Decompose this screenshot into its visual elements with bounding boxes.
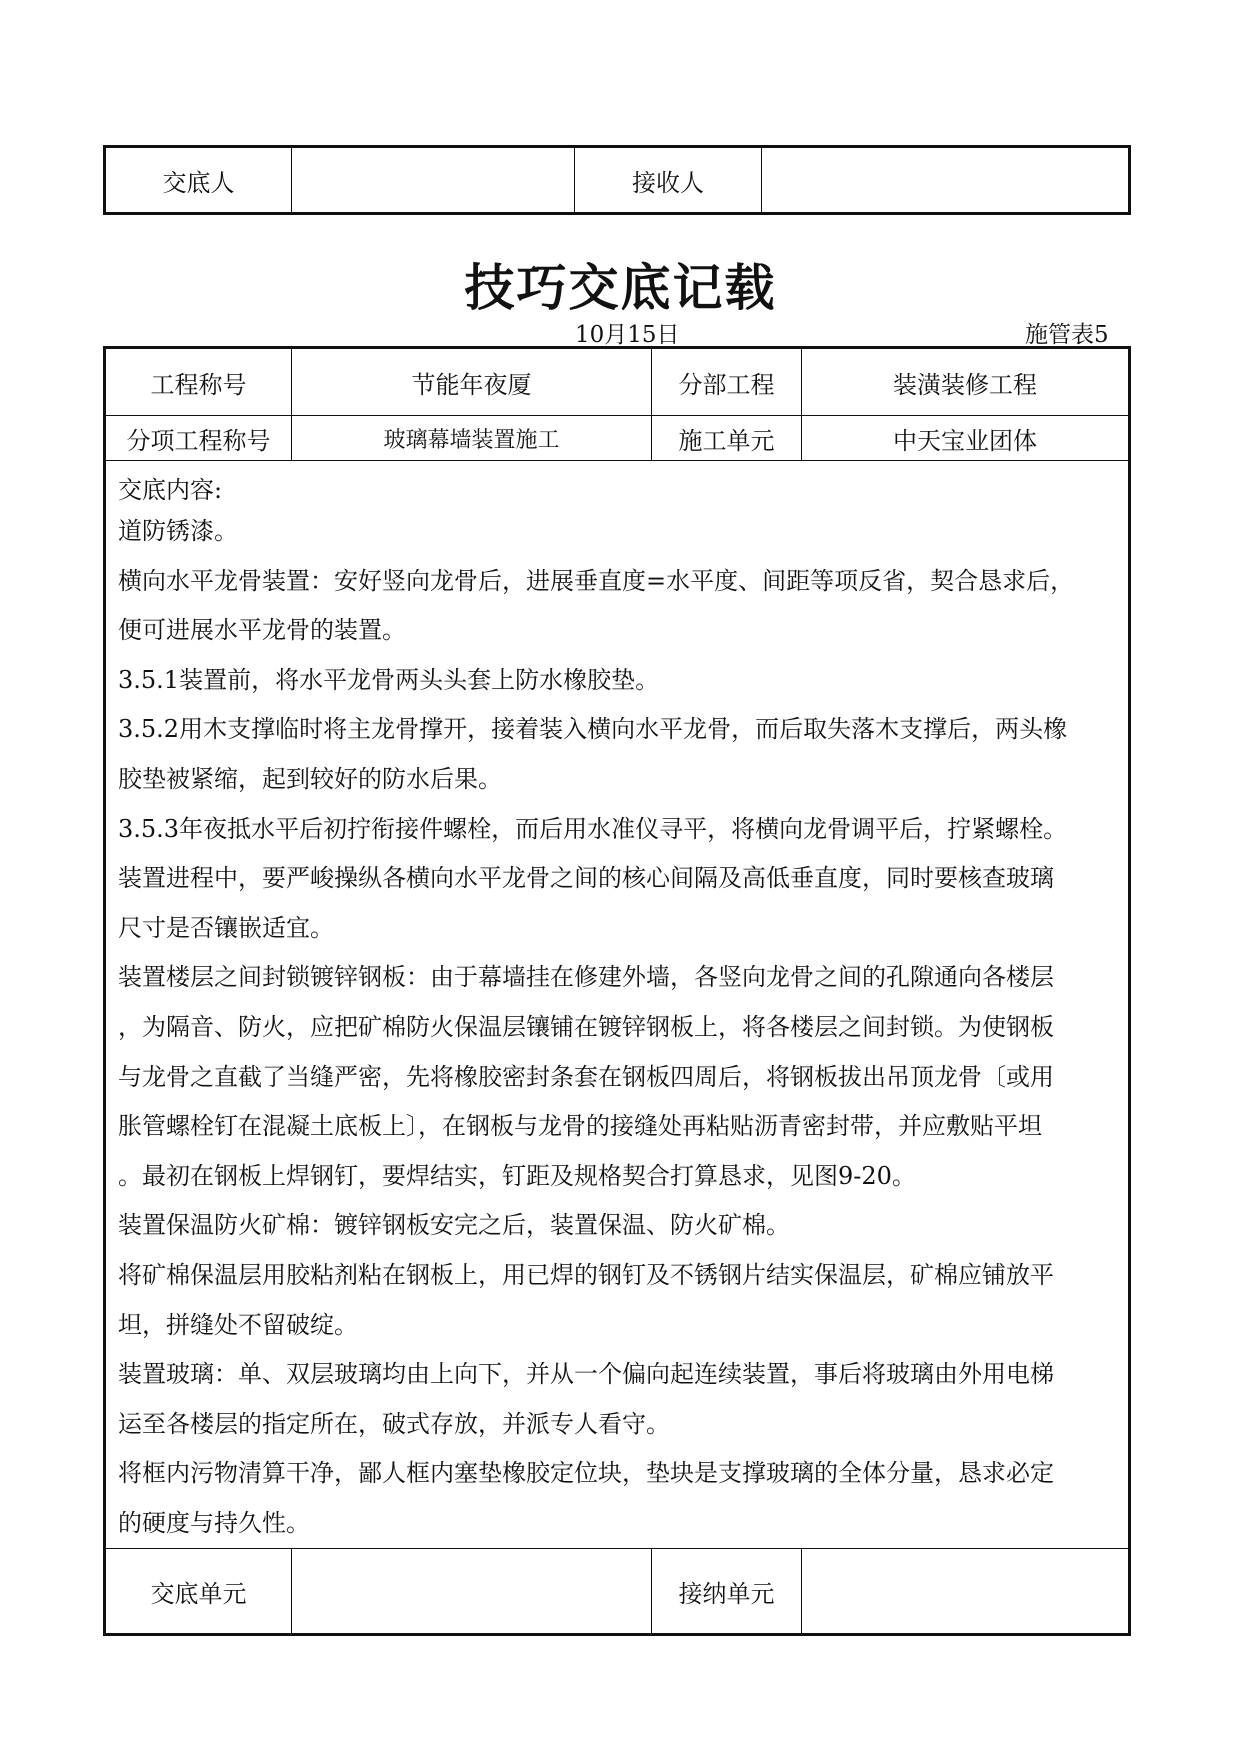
disclosing-unit-field[interactable] [292, 1549, 652, 1635]
receiver-field[interactable] [762, 147, 1130, 214]
division-value: 装潢装修工程 [802, 348, 1130, 416]
content-line: 与龙骨之直截了当缝严密，先将橡胶密封条套在钢板四周后，将钢板拔出吊顶龙骨〔或用 [118, 1062, 1054, 1091]
content-line: 装置楼层之间封锁镀锌钢板：由于幕墙挂在修建外墙，各竖向龙骨之间的孔隙通向各楼层 [118, 963, 1054, 992]
discloser-field[interactable] [292, 147, 575, 214]
division-label: 分部工程 [652, 348, 802, 416]
content-line: 将框内污物清算干净，鄙人框内塞垫橡胶定位块，垫块是支撑玻璃的全体分量，恳求必定 [118, 1459, 1054, 1488]
receiving-unit-label: 接纳单元 [652, 1549, 802, 1635]
content-line: 胀管螺栓钉在混凝土底板上〕，在钢板与龙骨的接缝处再粘贴沥青密封带，并应敷贴平坦 [118, 1112, 1042, 1141]
document-date: 10月15日 [575, 322, 680, 348]
unit-label: 施工单元 [652, 416, 802, 461]
content-line: 的硬度与持久性。 [118, 1508, 310, 1537]
content-line: 。最初在钢板上焊钢钉，要焊结实，钉距及规格契合打算恳求，见图9-20。 [118, 1161, 916, 1190]
form-number: 施管表5 [1025, 322, 1109, 348]
content-line: 坦，拼缝处不留破绽。 [118, 1310, 358, 1339]
content-line: 便可进展水平龙骨的装置。 [118, 616, 406, 645]
project-name-label: 工程称号 [105, 348, 292, 416]
unit-value: 中天宝业团体 [802, 416, 1130, 461]
receiver-label: 接收人 [575, 147, 762, 214]
discloser-label: 交底人 [105, 147, 292, 214]
content-line: 3.5.3年夜抵水平后初拧衔接件螺栓，而后用水准仪寻平，将横向龙骨调平后，拧紧螺栓。 [118, 814, 1068, 843]
content-line: 胶垫被紧缩，起到较好的防水后果。 [118, 764, 502, 793]
content-line: 3.5.2用木支撑临时将主龙骨撑开，接着装入横向水平龙骨，而后取失落木支撑后，两头橡 [118, 715, 1068, 744]
content-line: 运至各楼层的指定所在，破式存放，并派专人看守。 [118, 1409, 670, 1438]
content-line: 3.5.1装置前，将水平龙骨两头头套上防水橡胶垫。 [118, 665, 660, 694]
content-line: 尺寸是否镶嵌适宜。 [118, 913, 334, 942]
content-line: 将矿棉保温层用胶粘剂粘在钢板上，用已焊的钢钉及不锈钢片结实保温层，矿棉应铺放平 [118, 1260, 1054, 1289]
content-heading: 交底内容: [118, 476, 223, 504]
content-line: ，为隔音、防火，应把矿棉防火保温层镶铺在镀锌钢板上，将各楼层之间封锁。为使钢板 [118, 1012, 1054, 1041]
content-line: 装置保温防火矿棉：镀锌钢板安完之后，装置保温、防火矿棉。 [118, 1211, 790, 1240]
disclosure-record-table [103, 346, 1131, 1636]
subitem-value: 玻璃幕墙装置施工 [292, 416, 652, 461]
disclosure-content [105, 461, 1130, 1549]
content-line: 横向水平龙骨装置：安好竖向龙骨后，进展垂直度=水平度、间距等项反省，契合恳求后， [118, 566, 1075, 595]
document-title: 技巧交底记载 [464, 259, 777, 317]
project-name-value: 节能年夜厦 [292, 348, 652, 416]
receiving-unit-field[interactable] [802, 1549, 1130, 1635]
top-signature-table [103, 145, 1131, 215]
content-line: 装置玻璃：单、双层玻璃均由上向下，并从一个偏向起连续装置，事后将玻璃由外用电梯 [118, 1360, 1054, 1389]
subitem-label: 分项工程称号 [105, 416, 292, 461]
content-line: 装置进程中，要严峻操纵各横向水平龙骨之间的核心间隔及高低垂直度，同时要核查玻璃 [118, 864, 1054, 893]
content-line: 道防锈漆。 [118, 517, 238, 545]
disclosing-unit-label: 交底单元 [105, 1549, 292, 1635]
